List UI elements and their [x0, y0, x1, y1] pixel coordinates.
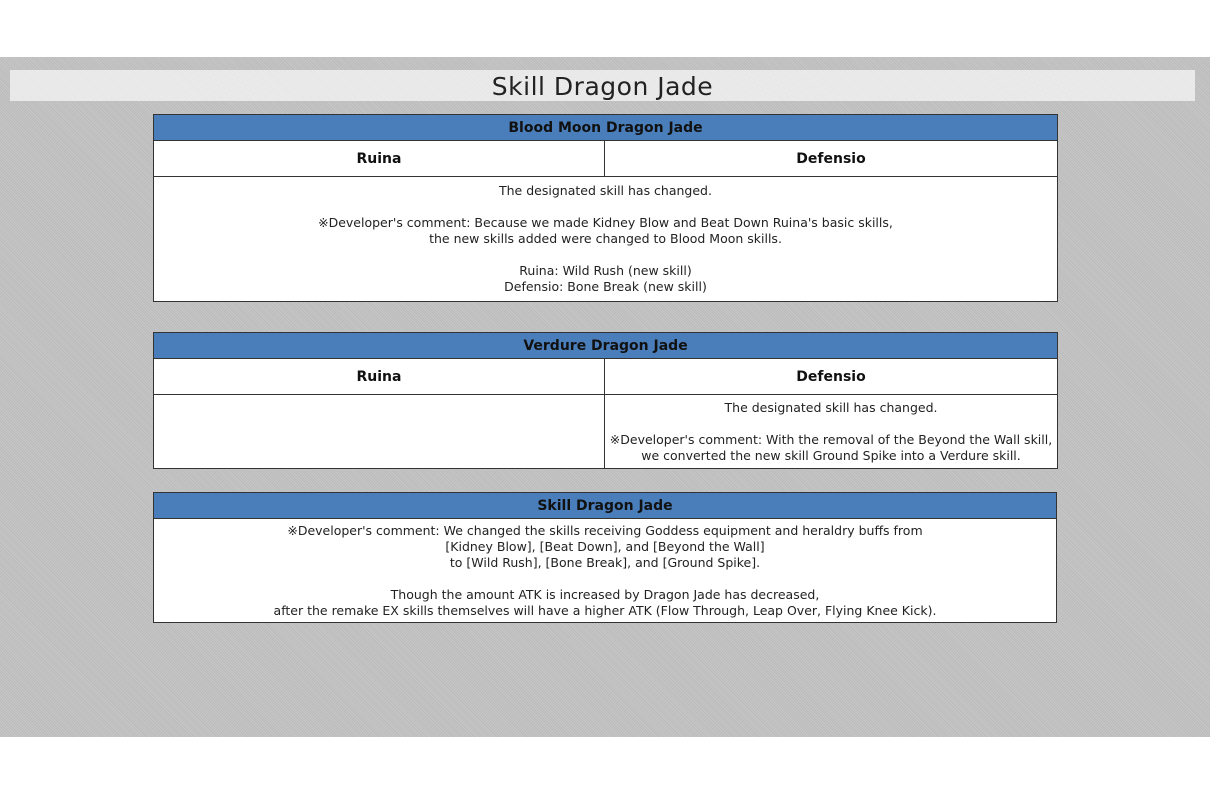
skill-jade-header: Skill Dragon Jade — [154, 493, 1057, 519]
skill-jade-line: Though the amount ATK is increased by Dragon Jade has decreased, — [390, 586, 820, 602]
blood-moon-col-ruina: Ruina — [154, 141, 605, 177]
verdure-line: we converted the new skill Ground Spike into a Verdure skill. — [641, 447, 1021, 463]
blood-moon-line: The designated skill has changed. — [499, 183, 712, 198]
verdure-line: The designated skill has changed. — [724, 399, 938, 415]
verdure-line: ※Developer's comment: With the removal of the Beyond the Wall skill, — [609, 431, 1053, 447]
blood-moon-line: ※Developer's comment: Because we made Kidney Blow and Beat Down Ruina's basic skills, — [318, 215, 893, 230]
skill-jade-line: [Kidney Blow], [Beat Down], and [Beyond the Wall] — [445, 538, 765, 554]
title-bar — [10, 70, 1195, 101]
blood-moon-line: the new skills added were changed to Blood Moon skills. — [429, 231, 782, 246]
blood-moon-line: Ruina: Wild Rush (new skill) — [519, 263, 692, 278]
verdure-col-defensio: Defensio — [605, 359, 1058, 395]
verdure-col-ruina: Ruina — [154, 359, 605, 395]
page-background — [0, 57, 1210, 737]
blood-moon-header: Blood Moon Dragon Jade — [154, 115, 1058, 141]
skill-jade-line: after the remake EX skills themselves will have a higher ATK (Flow Through, Leap Over, Flying Knee Kick). — [273, 602, 937, 618]
verdure-header: Verdure Dragon Jade — [154, 333, 1058, 359]
skill-jade-line: ※Developer's comment: We changed the skills receiving Goddess equipment and heraldry buffs from — [287, 522, 923, 538]
skill-jade-body — [154, 519, 1057, 623]
skill-jade-table — [153, 492, 1057, 623]
blood-moon-body — [154, 177, 1058, 302]
verdure-ruina-cell — [154, 395, 605, 469]
verdure-table — [153, 332, 1058, 469]
blood-moon-table — [153, 114, 1058, 302]
blood-moon-line: Defensio: Bone Break (new skill) — [504, 279, 707, 294]
page-title: Skill Dragon Jade — [491, 72, 714, 101]
verdure-defensio-cell — [605, 395, 1058, 469]
blood-moon-col-defensio: Defensio — [605, 141, 1058, 177]
skill-jade-line: to [Wild Rush], [Bone Break], and [Ground Spike]. — [449, 554, 761, 570]
